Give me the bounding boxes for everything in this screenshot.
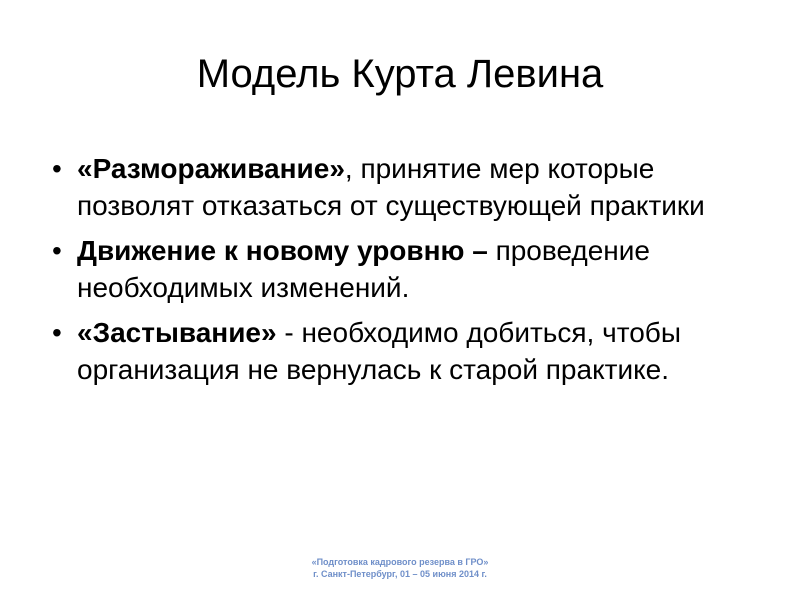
- footer-place-date: г. Санкт-Петербург, 01 – 05 июня 2014 г.: [313, 569, 487, 579]
- bullet-item-unfreezing: [50, 150, 770, 224]
- bullet-text: проведение необходимых изменений.: [77, 235, 650, 303]
- bullet-heading: «Застывание»: [77, 317, 277, 348]
- slide-footer: [250, 556, 550, 580]
- bullet-item-refreezing: [50, 314, 770, 388]
- bullet-dot-icon: •: [52, 235, 62, 266]
- bullet-heading: «Размораживание»: [77, 153, 345, 184]
- footer-event-name: «Подготовка кадрового резерва в ГРО»: [311, 557, 489, 567]
- bullet-text: - необходимо добиться, чтобы организация не вернулась к старой практике.: [77, 317, 681, 385]
- slide-title: Модель Курта Левина: [196, 52, 604, 96]
- bullet-item-moving: [50, 232, 770, 306]
- bullet-text: , принятие мер которые позволят отказаться от существующей практики: [77, 153, 705, 221]
- bullet-dot-icon: •: [52, 317, 62, 348]
- bullet-dot-icon: •: [52, 153, 62, 184]
- bullet-list: [50, 150, 770, 396]
- bullet-heading: Движение к новому уровню –: [77, 235, 488, 266]
